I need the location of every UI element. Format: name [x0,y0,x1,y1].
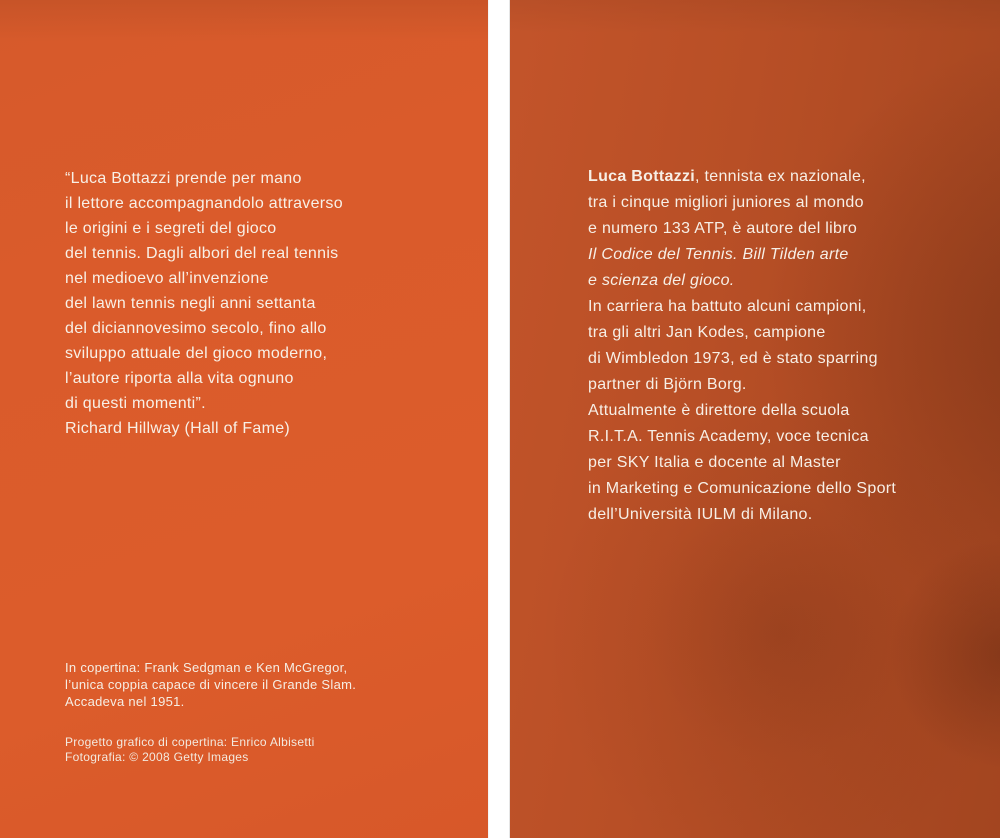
bio-line: dell’Università IULM di Milano. [588,506,813,523]
bio-line: R.I.T.A. Tennis Academy, voce tecnica [588,428,869,445]
bio-line-book-title: Il Codice del Tennis. Bill Tilden arte [588,246,849,263]
bio-line: partner di Björn Borg. [588,376,747,393]
review-quote [65,166,343,441]
quote-line: nel medioevo all’invenzione [65,270,269,287]
bio-line [588,164,896,190]
bio-line: per SKY Italia e docente al Master [588,454,841,471]
quote-line: il lettore accompagnandolo attraverso [65,195,343,212]
bio-line: in Marketing e Comunicazione dello Sport [588,480,897,497]
cover-note-line: Accadeva nel 1951. [65,694,185,709]
bio-line: Attualmente è direttore della scuola [588,402,850,419]
author-name: Luca Bottazzi [588,168,696,185]
cover-note-line: In copertina: Frank Sedgman e Ken McGregor, [65,660,348,675]
credits-line: Fotografia: © 2008 Getty Images [65,750,249,764]
quote-line: “Luca Bottazzi prende per mano [65,170,302,187]
left-flap-panel [0,0,488,838]
bio-line: In carriera ha battuto alcuni campioni, [588,298,867,315]
credits-line: Progetto grafico di copertina: Enrico Albisetti [65,735,315,749]
bio-line-rest: , tennista ex nazionale, [695,168,866,185]
right-flap-panel [510,0,1000,838]
quote-line: del lawn tennis negli anni settanta [65,295,316,312]
quote-line: di questi momenti”. [65,395,206,412]
bio-line: di Wimbledon 1973, ed è stato sparring [588,350,878,367]
quote-line: sviluppo attuale del gioco moderno, [65,345,328,362]
quote-line: del tennis. Dagli albori del real tennis [65,245,339,262]
quote-line: le origini e i segreti del gioco [65,220,277,237]
spine-gutter [488,0,510,838]
bio-line: tra i cinque migliori juniores al mondo [588,194,864,211]
quote-line: l’autore riporta alla vita ognuno [65,370,294,387]
bio-line: tra gli altri Jan Kodes, campione [588,324,826,341]
design-photo-credits [65,735,315,765]
cover-note-line: l’unica coppia capace di vincere il Grande Slam. [65,677,357,692]
quote-line: del diciannovesimo secolo, fino allo [65,320,327,337]
bio-line: e numero 133 ATP, è autore del libro [588,220,858,237]
quote-attribution: Richard Hillway (Hall of Fame) [65,420,291,437]
cover-photo-caption [65,659,356,710]
bio-line-book-title: e scienza del gioco. [588,272,735,289]
author-bio [588,164,896,528]
